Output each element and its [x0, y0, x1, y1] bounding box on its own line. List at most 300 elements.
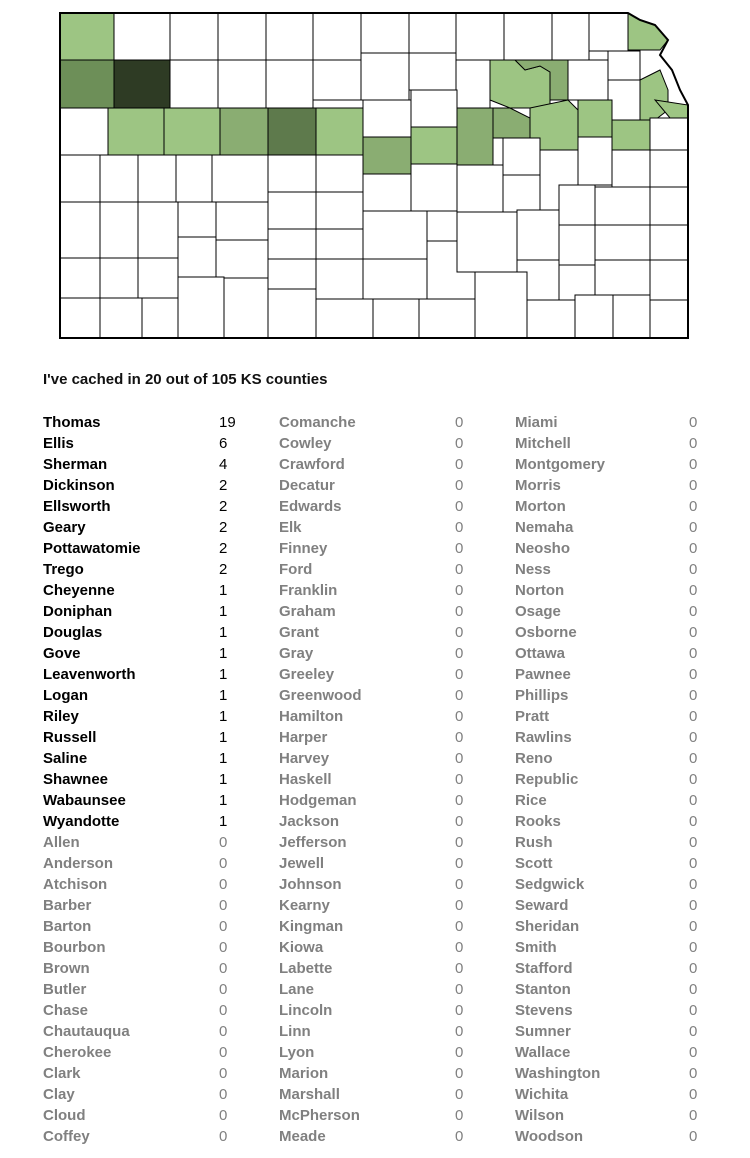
- county-row: [515, 1105, 715, 1126]
- county-count: 0: [689, 456, 698, 473]
- county-row: [43, 496, 243, 517]
- county-name: Seward: [515, 897, 569, 914]
- county-row: [43, 454, 243, 475]
- county-clark: [224, 278, 268, 338]
- county-chautauqua: [527, 300, 575, 338]
- county-barber: [316, 299, 373, 338]
- county-name: Pratt: [515, 708, 550, 725]
- county-row: [279, 727, 479, 748]
- county-row: [515, 1063, 715, 1084]
- county-thomas: [114, 60, 170, 108]
- county-count: 2: [219, 519, 228, 536]
- county-name: Johnson: [279, 876, 342, 893]
- county-name: Elk: [279, 519, 302, 536]
- county-row: [279, 1042, 479, 1063]
- county-count: 1: [219, 666, 228, 683]
- county-row: [515, 538, 715, 559]
- county-count: 0: [689, 540, 698, 557]
- county-name: Wichita: [515, 1086, 569, 1103]
- county-reno: [363, 211, 427, 259]
- county-row: [515, 559, 715, 580]
- county-name: Trego: [43, 561, 84, 578]
- county-name: Cheyenne: [43, 582, 115, 599]
- county-name: Jewell: [279, 855, 325, 872]
- county-name: Ford: [279, 561, 313, 578]
- county-row: [515, 727, 715, 748]
- county-name: Ellsworth: [43, 498, 111, 515]
- county-edwards: [268, 229, 316, 259]
- county-row: [279, 895, 479, 916]
- county-count: 0: [219, 1044, 228, 1061]
- county-count: 0: [219, 834, 228, 851]
- county-count: 0: [455, 981, 464, 998]
- county-leavenworth: [640, 70, 668, 120]
- county-name: Riley: [43, 708, 79, 725]
- county-row: [279, 1126, 479, 1147]
- county-row: [515, 874, 715, 895]
- county-phillips: [266, 13, 313, 60]
- county-count: 1: [219, 750, 228, 767]
- county-nemaha: [552, 13, 589, 60]
- county-name: Ness: [515, 561, 551, 578]
- county-name: McPherson: [279, 1107, 360, 1124]
- county-greenwood: [517, 210, 559, 260]
- county-ellsworth: [363, 137, 411, 174]
- county-row: [515, 685, 715, 706]
- county-count: 0: [455, 498, 464, 515]
- county-count: 0: [455, 897, 464, 914]
- county-morton: [60, 298, 100, 338]
- county-meade: [178, 277, 224, 338]
- county-count: 0: [455, 1002, 464, 1019]
- county-row: [43, 601, 243, 622]
- county-republic: [409, 13, 456, 53]
- county-barton: [316, 155, 363, 192]
- summary-text: I've cached in 20 out of 105 KS counties: [43, 371, 328, 388]
- county-name: Osborne: [515, 624, 577, 641]
- county-geary: [493, 108, 530, 138]
- county-name: Marshall: [279, 1086, 340, 1103]
- county-rice: [363, 174, 411, 211]
- county-name: Jefferson: [279, 834, 347, 851]
- county-count: 0: [219, 981, 228, 998]
- county-row: [43, 1000, 243, 1021]
- county-name: Graham: [279, 603, 336, 620]
- county-row: [43, 1105, 243, 1126]
- county-row: [515, 1084, 715, 1105]
- county-count: 0: [219, 960, 228, 977]
- county-count: 0: [689, 414, 698, 431]
- county-row: [515, 769, 715, 790]
- county-row: [279, 748, 479, 769]
- county-count: 1: [219, 729, 228, 746]
- county-neosho: [595, 260, 650, 295]
- county-count: 0: [689, 897, 698, 914]
- county-stanton: [60, 258, 100, 298]
- county-name: Kiowa: [279, 939, 324, 956]
- county-jackson: [568, 60, 608, 100]
- county-count: 0: [455, 1065, 464, 1082]
- county-count: 0: [455, 918, 464, 935]
- county-column-1: [43, 412, 243, 1147]
- county-labette: [613, 295, 650, 338]
- county-clay: [456, 60, 490, 108]
- county-row: [43, 622, 243, 643]
- county-name: Morton: [515, 498, 566, 515]
- county-row: [515, 832, 715, 853]
- county-name: Osage: [515, 603, 561, 620]
- county-count: 0: [689, 1044, 698, 1061]
- county-name: Douglas: [43, 624, 103, 641]
- county-count: 0: [689, 813, 698, 830]
- county-row: [43, 706, 243, 727]
- county-name: Decatur: [279, 477, 335, 494]
- county-row: [515, 853, 715, 874]
- county-name: Barton: [43, 918, 92, 935]
- county-name: Logan: [43, 687, 88, 704]
- county-name: Gray: [279, 645, 314, 662]
- county-row: [279, 454, 479, 475]
- county-haskell: [138, 258, 178, 298]
- county-count: 0: [689, 561, 698, 578]
- county-row: [43, 979, 243, 1000]
- county-finney: [138, 202, 178, 258]
- county-name: Lane: [279, 981, 315, 998]
- county-count: 0: [689, 939, 698, 956]
- county-count: 0: [689, 687, 698, 704]
- county-count: 0: [455, 708, 464, 725]
- county-row: [279, 874, 479, 895]
- county-row: [279, 706, 479, 727]
- county-count: 0: [689, 771, 698, 788]
- county-row: [279, 790, 479, 811]
- county-row: [279, 622, 479, 643]
- county-count: 0: [455, 582, 464, 599]
- county-name: Sheridan: [515, 918, 580, 935]
- county-row: [515, 580, 715, 601]
- county-name: Russell: [43, 729, 97, 746]
- county-count: 6: [219, 435, 228, 452]
- county-doniphan: [628, 13, 668, 50]
- county-name: Harper: [279, 729, 328, 746]
- county-row: [279, 580, 479, 601]
- county-row: [43, 1126, 243, 1147]
- county-cloud: [409, 53, 456, 90]
- county-count: 1: [219, 771, 228, 788]
- county-washington: [456, 13, 504, 60]
- county-count: 0: [689, 792, 698, 809]
- county-count: 0: [455, 1128, 464, 1145]
- county-marion: [457, 165, 503, 212]
- county-row: [515, 643, 715, 664]
- county-name: Sedgwick: [515, 876, 585, 893]
- county-count: 0: [455, 540, 464, 557]
- county-count: 1: [219, 624, 228, 641]
- county-row: [279, 1105, 479, 1126]
- county-name: Hodgeman: [279, 792, 357, 809]
- county-row: [279, 538, 479, 559]
- county-column-2: [279, 412, 479, 1147]
- county-name: Nemaha: [515, 519, 574, 536]
- county-row: [43, 538, 243, 559]
- county-row: [279, 559, 479, 580]
- county-atchison: [608, 51, 640, 81]
- county-name: Leavenworth: [43, 666, 136, 683]
- county-name: Anderson: [43, 855, 114, 872]
- county-name: Sumner: [515, 1023, 571, 1040]
- county-count: 0: [455, 561, 464, 578]
- county-row: [279, 433, 479, 454]
- county-bourbon: [650, 225, 688, 260]
- county-count: 0: [455, 687, 464, 704]
- county-name: Coffey: [43, 1128, 90, 1145]
- county-logan: [108, 108, 164, 155]
- county-row: [43, 832, 243, 853]
- county-row: [43, 1042, 243, 1063]
- county-row: [279, 1063, 479, 1084]
- county-row: [279, 1000, 479, 1021]
- county-mitchell: [361, 53, 409, 100]
- county-count: 0: [689, 435, 698, 452]
- county-name: Wilson: [515, 1107, 565, 1124]
- county-count: 0: [455, 456, 464, 473]
- county-name: Republic: [515, 771, 579, 788]
- county-name: Jackson: [279, 813, 340, 830]
- county-name: Thomas: [43, 414, 101, 431]
- county-row: [43, 475, 243, 496]
- county-name: Gove: [43, 645, 81, 662]
- county-johnson: [650, 118, 688, 150]
- county-shawnee: [578, 100, 612, 137]
- county-franklin: [612, 150, 650, 187]
- county-name: Greeley: [279, 666, 335, 683]
- county-count: 0: [455, 414, 464, 431]
- county-count: 0: [689, 960, 698, 977]
- county-sheridan: [170, 60, 218, 108]
- county-name: Kearny: [279, 897, 330, 914]
- county-name: Grant: [279, 624, 320, 641]
- county-allen: [595, 225, 650, 260]
- county-sherman: [60, 60, 114, 108]
- county-name: Chase: [43, 1002, 89, 1019]
- county-count: 0: [455, 666, 464, 683]
- county-count: 0: [689, 1023, 698, 1040]
- county-count: 1: [219, 813, 228, 830]
- county-row: [279, 1084, 479, 1105]
- county-dickinson: [457, 108, 493, 165]
- county-name: Pottawatomie: [43, 540, 141, 557]
- county-montgomery: [575, 295, 613, 338]
- county-ford: [216, 202, 268, 240]
- county-name: Barber: [43, 897, 92, 914]
- county-name: Rooks: [515, 813, 561, 830]
- county-stevens: [100, 298, 142, 338]
- county-sumner: [419, 299, 475, 338]
- county-count: 0: [455, 603, 464, 620]
- county-count: 0: [689, 750, 698, 767]
- county-name: Geary: [43, 519, 86, 536]
- county-row: [279, 664, 479, 685]
- county-row: [43, 580, 243, 601]
- county-count: 0: [219, 1023, 228, 1040]
- county-ellis: [268, 108, 316, 155]
- county-row: [515, 958, 715, 979]
- county-name: Smith: [515, 939, 557, 956]
- county-name: Lyon: [279, 1044, 315, 1061]
- county-row: [43, 1084, 243, 1105]
- county-count: 0: [455, 1044, 464, 1061]
- county-name: Clark: [43, 1065, 81, 1082]
- county-count: 0: [219, 939, 228, 956]
- county-row: [279, 475, 479, 496]
- county-row: [43, 1021, 243, 1042]
- county-count: 0: [455, 813, 464, 830]
- county-osborne: [313, 60, 361, 100]
- county-name: Allen: [43, 834, 80, 851]
- county-count: 0: [689, 1065, 698, 1082]
- county-row: [279, 601, 479, 622]
- county-row: [515, 622, 715, 643]
- county-row: [43, 643, 243, 664]
- county-count: 0: [455, 729, 464, 746]
- county-name: Neosho: [515, 540, 571, 557]
- county-count: 2: [219, 477, 228, 494]
- county-row: [43, 769, 243, 790]
- county-chase: [503, 175, 540, 212]
- county-row: [515, 706, 715, 727]
- county-row: [43, 685, 243, 706]
- county-row: [43, 727, 243, 748]
- county-morris: [503, 138, 540, 175]
- county-douglas: [612, 120, 650, 150]
- county-name: Chautauqua: [43, 1023, 130, 1040]
- county-lincoln: [363, 100, 411, 137]
- county-gove: [164, 108, 220, 155]
- county-rush: [268, 155, 316, 192]
- county-anderson: [595, 187, 650, 225]
- county-count: 2: [219, 561, 228, 578]
- county-name: Doniphan: [43, 603, 113, 620]
- county-graham: [218, 60, 266, 108]
- county-count: 0: [455, 435, 464, 452]
- county-count: 0: [689, 519, 698, 536]
- county-row: [279, 685, 479, 706]
- county-name: Comanche: [279, 414, 356, 431]
- county-count: 1: [219, 603, 228, 620]
- county-name: Marion: [279, 1065, 329, 1082]
- county-name: Stevens: [515, 1002, 573, 1019]
- county-name: Greenwood: [279, 687, 362, 704]
- county-name: Pawnee: [515, 666, 571, 683]
- county-count: 0: [689, 1002, 698, 1019]
- county-greeley: [60, 155, 100, 202]
- county-count: 1: [219, 687, 228, 704]
- county-row: [279, 811, 479, 832]
- county-count: 0: [455, 750, 464, 767]
- county-name: Washington: [515, 1065, 601, 1082]
- county-count: 0: [455, 519, 464, 536]
- county-row: [43, 748, 243, 769]
- county-count: 0: [689, 582, 698, 599]
- county-count: 0: [689, 855, 698, 872]
- county-riley: [490, 60, 550, 108]
- county-row: [515, 433, 715, 454]
- county-count: 0: [689, 1107, 698, 1124]
- county-count: 0: [455, 645, 464, 662]
- county-count: 1: [219, 645, 228, 662]
- county-count: 19: [219, 414, 236, 431]
- county-name: Linn: [279, 1023, 311, 1040]
- county-russell: [316, 108, 363, 155]
- county-row: [43, 412, 243, 433]
- county-row: [279, 769, 479, 790]
- county-woodson: [559, 225, 595, 265]
- county-row: [279, 496, 479, 517]
- county-row: [515, 811, 715, 832]
- county-column-3: [515, 412, 715, 1147]
- county-name: Edwards: [279, 498, 342, 515]
- county-row: [43, 916, 243, 937]
- county-name: Rice: [515, 792, 547, 809]
- county-name: Bourbon: [43, 939, 106, 956]
- county-rooks: [266, 60, 313, 108]
- county-name: Miami: [515, 414, 558, 431]
- county-row: [515, 475, 715, 496]
- county-row: [43, 790, 243, 811]
- county-row: [515, 895, 715, 916]
- county-name: Stafford: [515, 960, 573, 977]
- county-pratt: [268, 259, 316, 289]
- county-count: 1: [219, 708, 228, 725]
- county-count: 0: [689, 603, 698, 620]
- county-ottawa: [411, 90, 457, 127]
- county-row: [515, 1021, 715, 1042]
- county-count: 0: [455, 939, 464, 956]
- county-count: 0: [455, 1086, 464, 1103]
- county-brown: [589, 13, 628, 51]
- county-row: [515, 937, 715, 958]
- county-stafford: [316, 192, 363, 229]
- county-name: Reno: [515, 750, 553, 767]
- county-row: [515, 916, 715, 937]
- county-count: 0: [219, 918, 228, 935]
- county-row: [515, 601, 715, 622]
- county-name: Hamilton: [279, 708, 344, 725]
- county-name: Shawnee: [43, 771, 109, 788]
- county-pawnee: [268, 192, 316, 229]
- county-count: 0: [689, 498, 698, 515]
- county-row: [279, 979, 479, 1000]
- county-osage: [578, 137, 612, 185]
- county-name: Ellis: [43, 435, 74, 452]
- county-count: 0: [689, 1128, 698, 1145]
- county-count: 0: [689, 645, 698, 662]
- county-count: 0: [455, 1107, 464, 1124]
- county-count: 0: [455, 855, 464, 872]
- county-kiowa: [216, 240, 268, 278]
- county-row: [279, 643, 479, 664]
- county-scott: [138, 155, 176, 202]
- county-decatur: [170, 13, 218, 60]
- county-row: [43, 958, 243, 979]
- county-name: Haskell: [279, 771, 332, 788]
- county-name: Harvey: [279, 750, 330, 767]
- county-name: Clay: [43, 1086, 75, 1103]
- county-row: [43, 895, 243, 916]
- county-count: 0: [455, 834, 464, 851]
- county-comanche: [268, 289, 316, 338]
- county-name: Stanton: [515, 981, 571, 998]
